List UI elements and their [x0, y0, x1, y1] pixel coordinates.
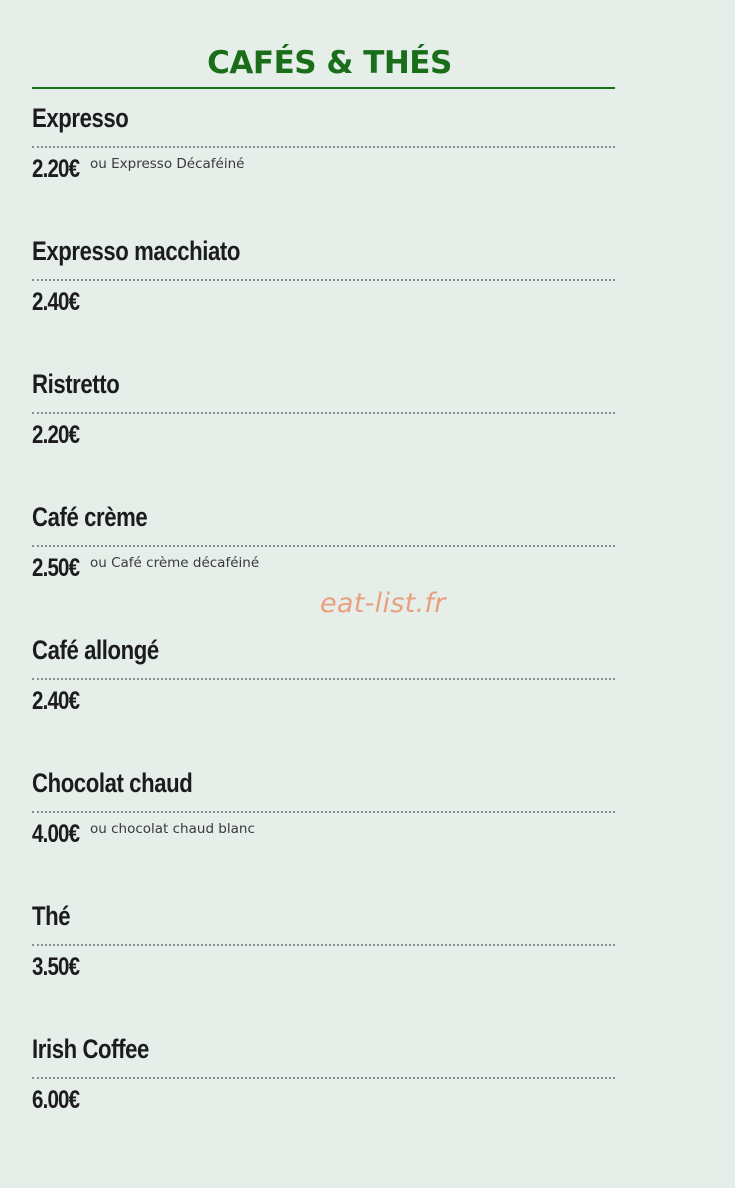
item-name: Café crème: [32, 502, 148, 532]
dotted-divider: [32, 279, 615, 281]
item-price: 6.00€: [32, 1086, 80, 1114]
item-note: ou Café crème décaféiné: [90, 555, 260, 571]
item-price: 2.50€: [32, 554, 80, 582]
menu-item-ristretto: [32, 355, 615, 488]
menu-item-irish-coffee: [32, 1020, 615, 1153]
item-price: 2.40€: [32, 288, 80, 316]
dotted-divider: [32, 944, 615, 946]
dotted-divider: [32, 545, 615, 547]
menu-item-expresso-macchiato: [32, 222, 615, 355]
item-name: Ristretto: [32, 369, 120, 399]
menu-item-chocolat-chaud: [32, 754, 615, 887]
dotted-divider: [32, 412, 615, 414]
item-name: Café allongé: [32, 635, 159, 665]
dotted-divider: [32, 678, 615, 680]
menu-item-cafe-allonge: [32, 621, 615, 754]
item-name: Irish Coffee: [32, 1034, 149, 1064]
menu-item-the: [32, 887, 615, 1020]
watermark-text: eat-list.fr: [320, 588, 446, 619]
dotted-divider: [32, 1077, 615, 1079]
item-note: ou Expresso Décaféiné: [90, 156, 245, 172]
dotted-divider: [32, 811, 615, 813]
item-name: Expresso macchiato: [32, 236, 240, 266]
item-price: 2.40€: [32, 687, 80, 715]
item-name: Chocolat chaud: [32, 768, 193, 798]
item-note: ou chocolat chaud blanc: [90, 821, 255, 837]
item-name: Expresso: [32, 103, 129, 133]
section-title: CAFÉS & THÉS: [32, 40, 615, 89]
item-price: 2.20€: [32, 155, 80, 183]
item-price: 4.00€: [32, 820, 80, 848]
menu-item-expresso: [32, 89, 615, 222]
dotted-divider: [32, 146, 615, 148]
item-name: Thé: [32, 901, 71, 931]
item-price: 2.20€: [32, 421, 80, 449]
item-price: 3.50€: [32, 953, 80, 981]
